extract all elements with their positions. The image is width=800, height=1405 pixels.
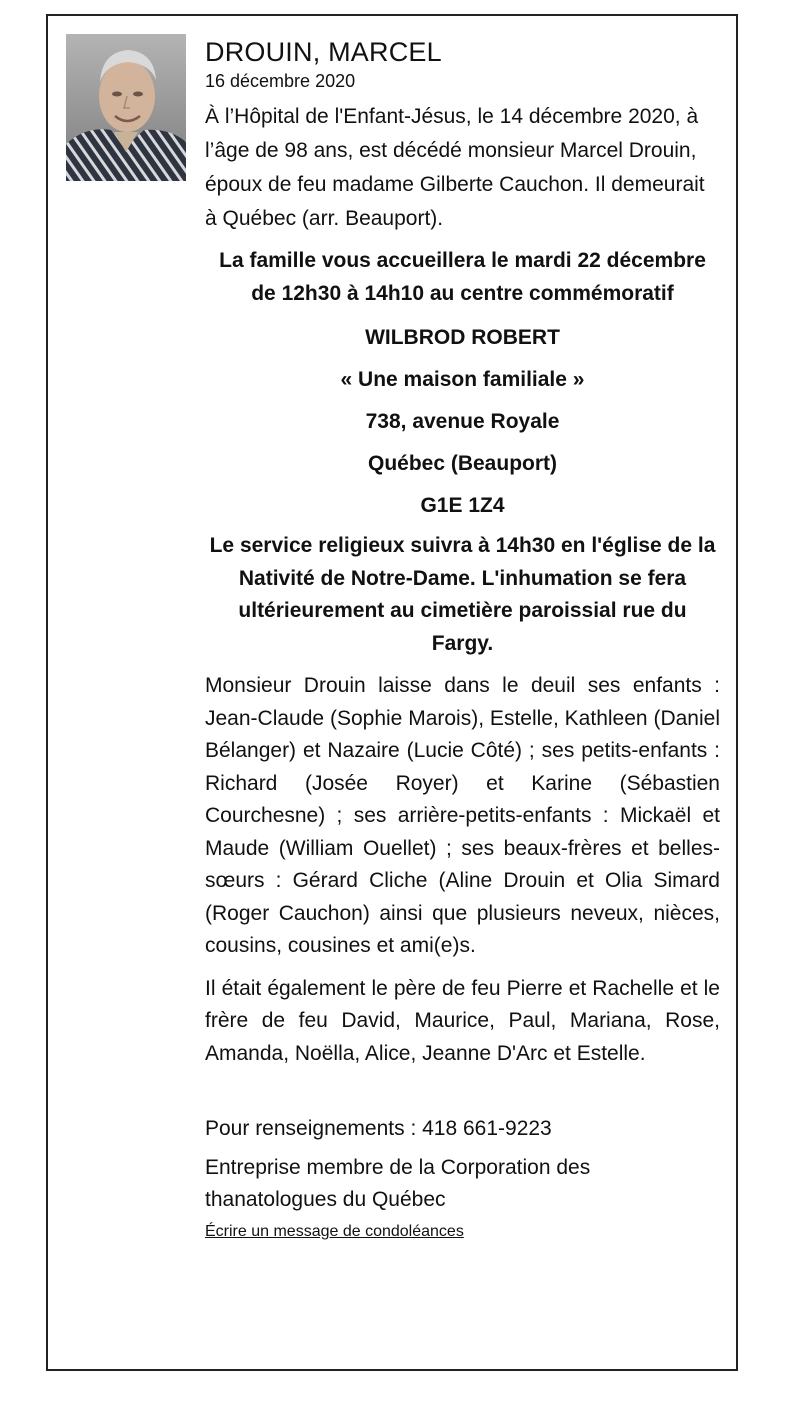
venue-slogan: « Une maison familiale »: [340, 368, 585, 391]
contact-info: Pour renseignements : 418 661-9223: [205, 1117, 552, 1140]
service-notice: Le service religieux suivra à 14h30 en l'église de la Nativité de Notre-Dame. L'inhumation se fera ultérieurement au cimetière paroissial rue du Fargy.: [209, 534, 716, 655]
venue-street: 738, avenue Royale: [365, 410, 560, 433]
portrait-photo: [66, 34, 186, 181]
obituary-content: [205, 36, 720, 1242]
condolences-link[interactable]: Écrire un message de condoléances: [205, 1223, 464, 1240]
venue-postal-code: G1E 1Z4: [420, 494, 505, 517]
obituary-card: [46, 14, 738, 1371]
predeceased-paragraph: Il était également le père de feu Pierre et Rachelle et le frère de feu David, Maurice, Paul, Mariana, Rose, Amanda, Noëlla, Alice, Jeanne D'Arc et Estelle.: [205, 976, 720, 1065]
publication-date: 16 décembre 2020: [205, 71, 356, 91]
visitation-notice: La famille vous accueillera le mardi 22 décembre de 12h30 à 14h10 au centre commémoratif: [219, 249, 706, 305]
membership-note: Entreprise membre de la Corporation des thanatologues du Québec: [205, 1156, 591, 1211]
intro-paragraph: À l’Hôpital de l'Enfant-Jésus, le 14 décembre 2020, à l’âge de 98 ans, est décédé monsieur Marcel Drouin, époux de feu madame Gilberte Cauchon. Il demeurait à Québec (arr. Beauport).: [205, 105, 705, 230]
venue-name: WILBROD ROBERT: [365, 326, 560, 349]
survivors-paragraph: Monsieur Drouin laisse dans le deuil ses enfants : Jean-Claude (Sophie Marois), Estelle, Kathleen (Daniel Bélanger) et Nazaire (Lucie Côté) ; ses petits-enfants : Richard (Josée Royer) et Karine (Sébastien Courchesne) ; ses arrière-petits-enfants : Mickaël et Maude (William Ouellet) ; ses beaux-frères et belles-sœurs : Gérard Cliche (Aline Drouin et Olia Simard (Roger Cauchon) ainsi que plusieurs neveux, nièces, cousins, cousines et ami(e)s.: [205, 674, 720, 957]
deceased-name: DROUIN, MARCEL: [205, 37, 442, 67]
venue-city: Québec (Beauport): [367, 452, 558, 475]
